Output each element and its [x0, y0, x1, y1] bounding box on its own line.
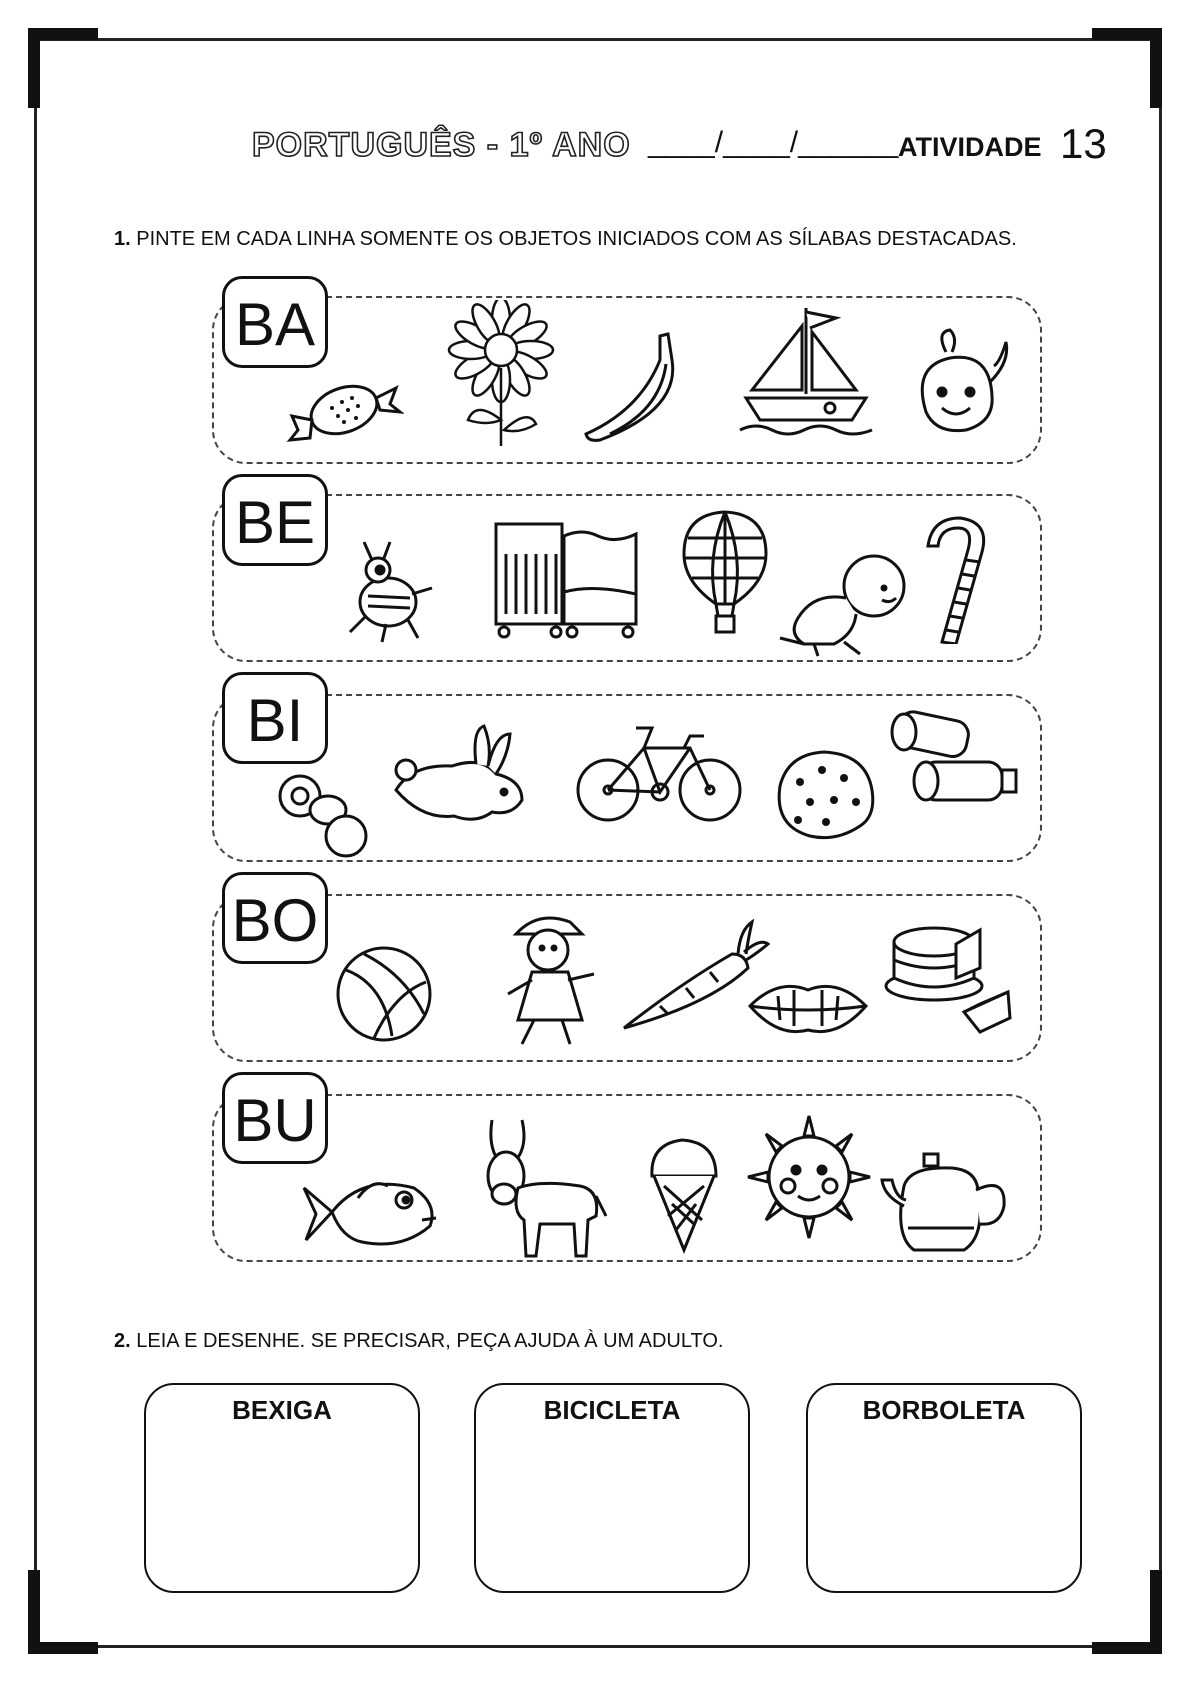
drawing-box-label: BORBOLETA — [862, 1395, 1026, 1425]
activity-number: 13 — [1060, 120, 1107, 167]
bicycle-icon[interactable] — [574, 718, 744, 828]
question-text: PINTE EM CADA LINHA SOMENTE OS OBJETOS INICIADOS COM AS SÍLABAS DESTACADAS. — [136, 228, 1017, 250]
activity-label: ATIVIDADE — [898, 132, 1042, 162]
sun-icon[interactable] — [744, 1112, 874, 1242]
question-number: 1. — [114, 228, 131, 250]
crib-icon[interactable] — [492, 514, 642, 644]
subject-title: PORTUGUÊS - 1º ANO — [252, 126, 631, 164]
candy-cane-icon[interactable] — [924, 514, 994, 644]
syllable-badge: BI — [222, 672, 328, 764]
sailboat-icon[interactable] — [736, 302, 876, 442]
rabbit-icon[interactable] — [392, 720, 532, 830]
donkey-icon[interactable] — [470, 1116, 610, 1266]
worksheet-header — [0, 120, 1190, 170]
drawing-box-label: BEXIGA — [232, 1395, 332, 1425]
drawing-box-label: BICICLETA — [543, 1395, 681, 1425]
cookie-icon[interactable] — [770, 746, 880, 846]
question-2 — [114, 1330, 723, 1353]
drawing-box-borboleta[interactable] — [806, 1383, 1082, 1593]
question-number: 2. — [114, 1330, 131, 1352]
baby-icon[interactable] — [774, 548, 914, 658]
ball-icon[interactable] — [334, 944, 434, 1044]
syllable-badge: BE — [222, 474, 328, 566]
lips-icon[interactable] — [748, 976, 868, 1040]
corner-mark — [1150, 28, 1162, 108]
ice-cream-icon[interactable] — [644, 1134, 724, 1254]
drawing-box-bexiga[interactable] — [144, 1383, 420, 1593]
teapot-icon[interactable] — [880, 1146, 1010, 1256]
flower-icon[interactable] — [446, 300, 556, 450]
corner-mark — [28, 1570, 40, 1654]
drawing-box-bicicleta[interactable] — [474, 1383, 750, 1593]
corner-mark — [28, 28, 40, 108]
date-field[interactable]: ____/____/______ — [648, 126, 899, 159]
syllable-badge: BA — [222, 276, 328, 368]
whale-icon[interactable] — [906, 322, 1016, 442]
syllable-badge: BU — [222, 1072, 328, 1164]
question-text: LEIA E DESENHE. SE PRECISAR, PEÇA AJUDA À UM ADULTO. — [136, 1330, 724, 1352]
hot-air-balloon-icon[interactable] — [680, 508, 770, 638]
syllable-badge: BO — [222, 872, 328, 964]
cake-icon[interactable] — [884, 918, 1014, 1038]
question-1 — [114, 228, 1017, 251]
fish-icon[interactable] — [302, 1168, 442, 1258]
beetle-icon[interactable] — [338, 536, 438, 646]
corner-mark — [1150, 1570, 1162, 1654]
doll-icon[interactable] — [498, 910, 608, 1050]
pacifier-icon[interactable] — [274, 770, 374, 860]
candy-icon[interactable] — [284, 368, 404, 448]
banana-icon[interactable] — [580, 330, 690, 450]
binoculars-icon[interactable] — [882, 710, 1022, 810]
